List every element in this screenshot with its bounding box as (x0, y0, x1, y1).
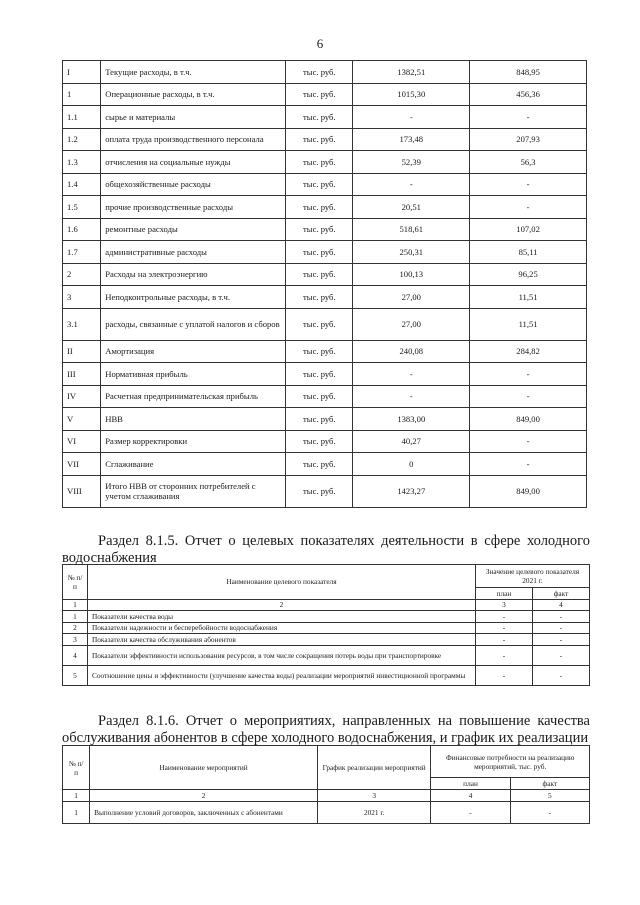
row-name: Неподконтрольные расходы, в т.ч. (101, 286, 286, 309)
row-fact-value: - (470, 196, 587, 219)
header-indicator-name: Наименование целевого показателя (88, 565, 476, 600)
row-plan-value: 518,61 (353, 218, 470, 241)
table-row (63, 634, 590, 646)
row-number: 4 (63, 645, 88, 665)
row-fact-value: 11,51 (470, 308, 587, 340)
row-name: Показатели надежности и бесперебойности водоснабжения (88, 622, 476, 634)
table-row (63, 363, 587, 386)
table-row (63, 665, 590, 685)
row-fact-value: - (470, 106, 587, 129)
row-name: Операционные расходы, в т.ч. (101, 83, 286, 106)
column-index: 4 (533, 599, 590, 611)
section-heading-8-1-5-cont: водоснабжения (62, 550, 157, 566)
row-plan-value: 27,00 (353, 286, 470, 309)
row-unit: тыс. руб. (286, 475, 353, 507)
row-unit: тыс. руб. (286, 151, 353, 174)
row-fact-value: - (470, 385, 587, 408)
row-number: 1 (63, 802, 90, 824)
row-number: 1 (63, 83, 101, 106)
row-number: 5 (63, 665, 88, 685)
row-plan-value: - (476, 665, 533, 685)
row-plan-value: 173,48 (353, 128, 470, 151)
row-name: Текущие расходы, в т.ч. (101, 61, 286, 84)
row-number: II (63, 340, 101, 363)
row-plan-value: 240,08 (353, 340, 470, 363)
row-plan-value: - (431, 802, 510, 824)
column-index: 4 (431, 790, 510, 802)
section-heading-8-1-6-cont: обслуживания абонентов в сфере холодного водоснабжения, и график их реализации (62, 730, 589, 746)
row-fact-value: - (470, 173, 587, 196)
row-plan-value: - (476, 645, 533, 665)
table-row (63, 286, 587, 309)
row-number: VII (63, 453, 101, 476)
table-row (63, 61, 587, 84)
row-unit: тыс. руб. (286, 241, 353, 264)
table-row (63, 453, 587, 476)
row-unit: тыс. руб. (286, 286, 353, 309)
row-unit: тыс. руб. (286, 173, 353, 196)
row-number: 2 (63, 263, 101, 286)
row-unit: тыс. руб. (286, 106, 353, 129)
row-number: 1.2 (63, 128, 101, 151)
row-number: 3 (63, 634, 88, 646)
header-plan: план (431, 778, 510, 790)
table-row (63, 128, 587, 151)
row-plan-value: - (353, 106, 470, 129)
row-fact-value: 107,02 (470, 218, 587, 241)
row-name: прочие производственные расходы (101, 196, 286, 219)
row-name: Амортизация (101, 340, 286, 363)
row-unit: тыс. руб. (286, 128, 353, 151)
row-number: 2 (63, 622, 88, 634)
column-index: 3 (317, 790, 430, 802)
header-num: № п/п (63, 565, 88, 600)
row-number: IV (63, 385, 101, 408)
table-row (63, 218, 587, 241)
row-plan-value: 27,00 (353, 308, 470, 340)
row-fact-value: - (533, 665, 590, 685)
row-name: Показатели эффективности использования ресурсов, в том числе сокращения потерь воды при транспортировке (88, 645, 476, 665)
column-index: 2 (88, 599, 476, 611)
row-name: Расходы на электроэнергию (101, 263, 286, 286)
column-index: 5 (510, 790, 589, 802)
row-fact-value: - (470, 453, 587, 476)
row-fact-value: - (510, 802, 589, 824)
table-row (63, 196, 587, 219)
table-row (63, 430, 587, 453)
table-row (63, 385, 587, 408)
row-number: 1.4 (63, 173, 101, 196)
row-plan-value: - (353, 173, 470, 196)
row-name: Показатели качества обслуживания абонентов (88, 634, 476, 646)
row-name: отчисления на социальные нужды (101, 151, 286, 174)
row-fact-value: 849,00 (470, 475, 587, 507)
row-unit: тыс. руб. (286, 453, 353, 476)
header-indicator-value: Значение целевого показателя 2021 г. (476, 565, 590, 588)
row-plan-value: 1383,00 (353, 408, 470, 431)
row-fact-value: - (533, 611, 590, 623)
column-index: 1 (63, 790, 90, 802)
row-fact-value: 11,51 (470, 286, 587, 309)
row-name: оплата труда производственного персонала (101, 128, 286, 151)
row-name: расходы, связанные с уплатой налогов и сборов (101, 308, 286, 340)
header-plan: план (476, 588, 533, 600)
row-fact-value: 56,3 (470, 151, 587, 174)
header-num: № п/п (63, 746, 90, 790)
row-name: сырье и материалы (101, 106, 286, 129)
table-row (63, 241, 587, 264)
row-number: I (63, 61, 101, 84)
row-fact-value: 848,95 (470, 61, 587, 84)
row-unit: тыс. руб. (286, 385, 353, 408)
row-name: НВВ (101, 408, 286, 431)
row-plan-value: - (353, 385, 470, 408)
page-number: 6 (316, 36, 324, 51)
row-fact-value: - (470, 363, 587, 386)
row-plan-value: 100,13 (353, 263, 470, 286)
table-row (63, 622, 590, 634)
section-heading-8-1-6: Раздел 8.1.6. Отчет о мероприятиях, направленных на повышение качества (98, 713, 590, 729)
row-fact-value: - (533, 645, 590, 665)
row-plan-value: - (476, 622, 533, 634)
row-name: Сглаживание (101, 453, 286, 476)
table-row (63, 151, 587, 174)
row-number: III (63, 363, 101, 386)
row-number: 1.1 (63, 106, 101, 129)
row-plan-value: 40,27 (353, 430, 470, 453)
row-fact-value: 85,11 (470, 241, 587, 264)
row-name: Размер корректировки (101, 430, 286, 453)
column-index: 3 (476, 599, 533, 611)
column-index: 1 (63, 599, 88, 611)
row-plan-value: 1382,51 (353, 61, 470, 84)
row-name: Нормативная прибыль (101, 363, 286, 386)
measures-table (62, 745, 590, 824)
row-unit: тыс. руб. (286, 340, 353, 363)
row-plan-value: 1423,27 (353, 475, 470, 507)
row-plan-value: - (476, 634, 533, 646)
table-row (63, 83, 587, 106)
target-indicators-table (62, 564, 590, 686)
row-name: Выполнение условий договоров, заключенных с абонентами (90, 802, 318, 824)
row-plan-value: 250,31 (353, 241, 470, 264)
header-fact: факт (533, 588, 590, 600)
row-unit: тыс. руб. (286, 218, 353, 241)
row-name: Показатели качества воды (88, 611, 476, 623)
header-fact: факт (510, 778, 589, 790)
row-plan-value: - (353, 363, 470, 386)
row-fact-value: 456,36 (470, 83, 587, 106)
row-number: 1 (63, 611, 88, 623)
row-unit: тыс. руб. (286, 408, 353, 431)
table-row (63, 802, 590, 824)
row-name: ремонтные расходы (101, 218, 286, 241)
table-row (63, 611, 590, 623)
header-measure-name: Наименование мероприятий (90, 746, 318, 790)
row-schedule: 2021 г. (317, 802, 430, 824)
table-row (63, 106, 587, 129)
row-unit: тыс. руб. (286, 308, 353, 340)
row-plan-value: - (476, 611, 533, 623)
section-heading-8-1-5: Раздел 8.1.5. Отчет о целевых показателях деятельности в сфере холодного (98, 533, 590, 549)
row-number: 1.7 (63, 241, 101, 264)
row-plan-value: 0 (353, 453, 470, 476)
column-index: 2 (90, 790, 318, 802)
row-fact-value: - (533, 622, 590, 634)
row-number: 3.1 (63, 308, 101, 340)
table-row (63, 475, 587, 507)
row-unit: тыс. руб. (286, 83, 353, 106)
row-number: 1.5 (63, 196, 101, 219)
row-unit: тыс. руб. (286, 61, 353, 84)
row-number: VIII (63, 475, 101, 507)
row-plan-value: 20,51 (353, 196, 470, 219)
row-fact-value: 284,82 (470, 340, 587, 363)
row-number: VI (63, 430, 101, 453)
row-unit: тыс. руб. (286, 363, 353, 386)
table-row (63, 308, 587, 340)
table-row (63, 340, 587, 363)
row-name: Соотношение цены и эффективности (улучшение качества воды) реализации мероприятий инвестиционной программы (88, 665, 476, 685)
table-row (63, 173, 587, 196)
row-fact-value: 207,93 (470, 128, 587, 151)
row-fact-value: - (533, 634, 590, 646)
row-number: 1.6 (63, 218, 101, 241)
row-fact-value: 849,00 (470, 408, 587, 431)
row-number: V (63, 408, 101, 431)
cost-table (62, 60, 587, 508)
row-name: общехозяйственные расходы (101, 173, 286, 196)
row-unit: тыс. руб. (286, 196, 353, 219)
header-schedule: График реализации мероприятий (317, 746, 430, 790)
row-number: 1.3 (63, 151, 101, 174)
row-unit: тыс. руб. (286, 430, 353, 453)
row-plan-value: 1015,30 (353, 83, 470, 106)
row-fact-value: 96,25 (470, 263, 587, 286)
row-plan-value: 52,39 (353, 151, 470, 174)
table-row (63, 408, 587, 431)
row-name: Итого НВВ от сторонних потребителей с учетом сглаживания (101, 475, 286, 507)
row-name: Расчетная предпринимательская прибыль (101, 385, 286, 408)
table-row (63, 645, 590, 665)
row-unit: тыс. руб. (286, 263, 353, 286)
row-name: административные расходы (101, 241, 286, 264)
row-fact-value: - (470, 430, 587, 453)
row-number: 3 (63, 286, 101, 309)
table-row (63, 263, 587, 286)
header-finance: Финансовые потребности на реализацию мероприятий, тыс. руб. (431, 746, 590, 778)
